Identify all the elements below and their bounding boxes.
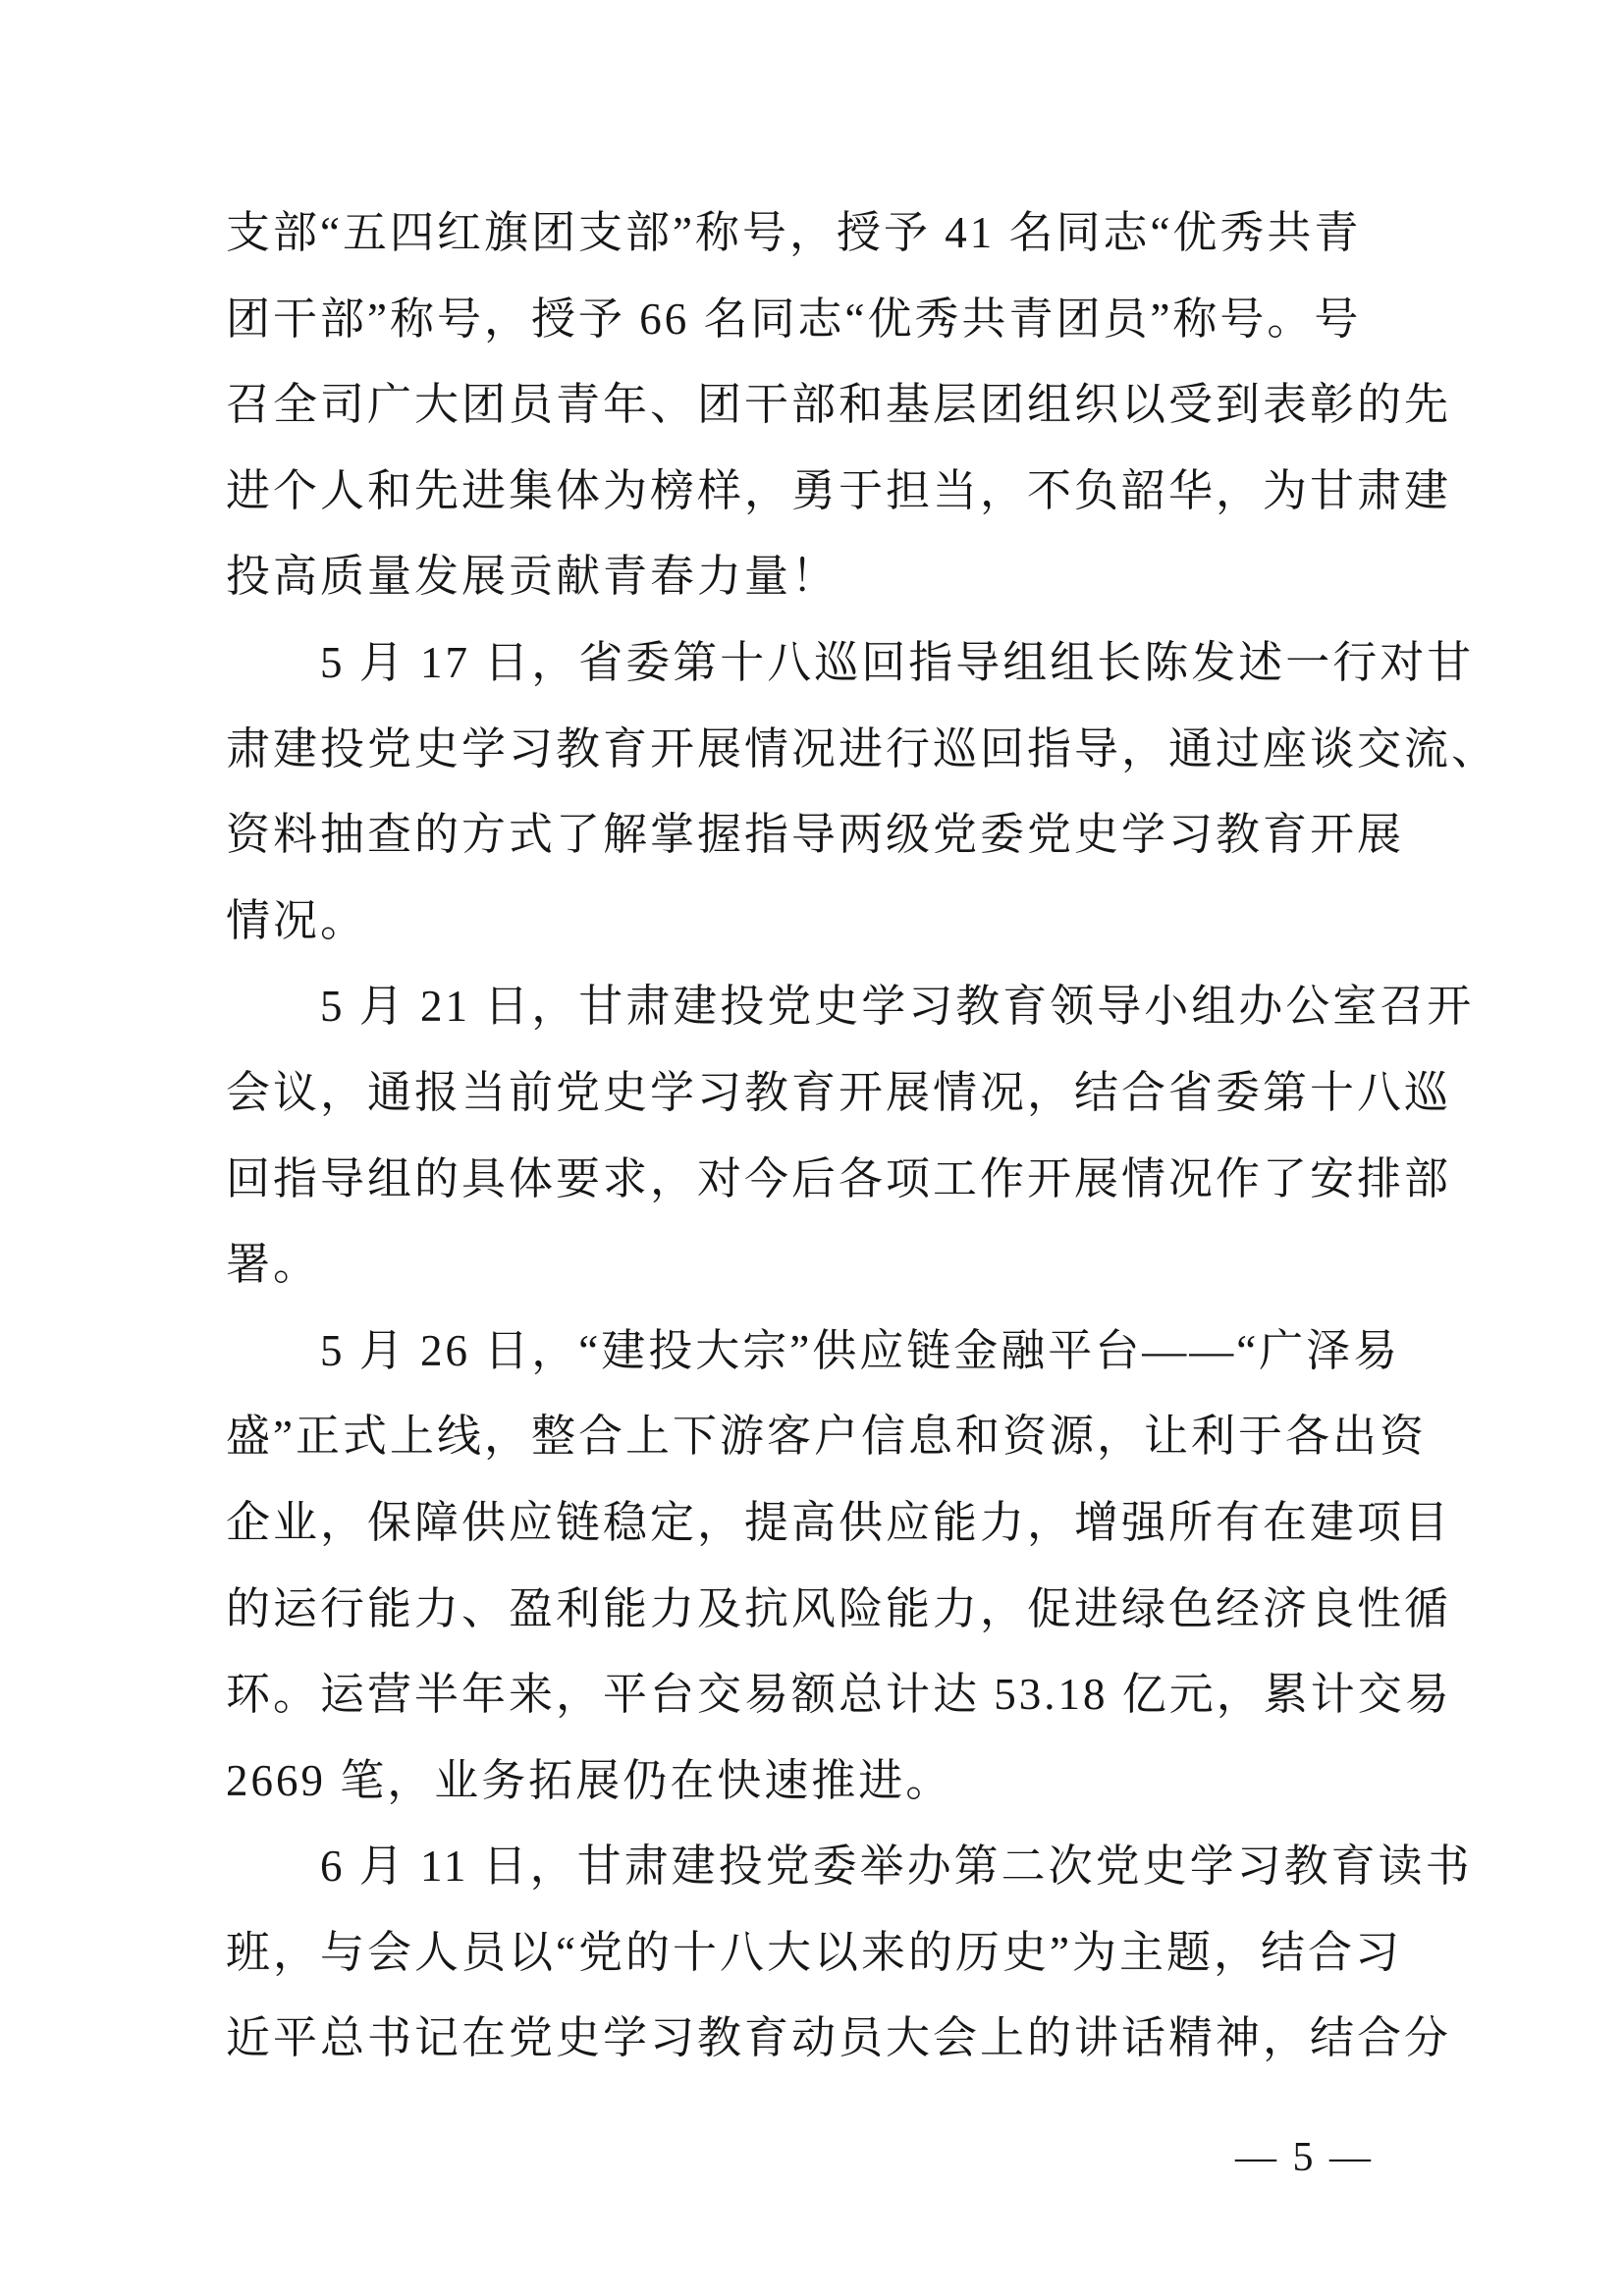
text-line: 盛”正式上线，整合上下游客户信息和资源，让利于各出资 [226, 1412, 1427, 1462]
text-line: 资料抽查的方式了解掌握指导两级党委党史学习教育开展 [226, 810, 1405, 860]
text-line: 回指导组的具体要求，对今后各项工作开展情况作了安排部 [226, 1153, 1452, 1203]
text-line: 6 月 11 日，甘肃建投党委举办第二次党史学习教育读书 [226, 1842, 1473, 1892]
text-line: 5 月 17 日，省委第十八巡回指导组组长陈发述一行对甘 [226, 637, 1475, 687]
text-line: 进个人和先进集体为榜样，勇于担当，不负韶华，为甘肃建 [226, 465, 1452, 515]
document-body [226, 190, 1499, 2082]
text-line: 会议，通报当前党史学习教育开展情况，结合省委第十八巡 [226, 1067, 1452, 1117]
text-line: 近平总书记在党史学习教育动员大会上的讲话精神，结合分 [226, 2013, 1452, 2063]
text-line: 5 月 21 日，甘肃建投党史学习教育领导小组办公室召开 [226, 982, 1475, 1032]
text-line: 企业，保障供应链稳定，提高供应能力，增强所有在建项目 [226, 1497, 1452, 1547]
text-line: 的运行能力、盈利能力及抗风险能力，促进绿色经济良性循 [226, 1583, 1452, 1633]
text-line: 团干部”称号，授予 66 名同志“优秀共青团员”称号。号 [226, 294, 1362, 344]
text-line: 班，与会人员以“党的十八大以来的历史”为主题，结合习 [226, 1927, 1402, 1977]
text-line: 投高质量发展贡献青春力量！ [226, 552, 839, 602]
text-line: 支部“五四红旗团支部”称号，授予 41 名同志“优秀共青 [226, 208, 1362, 257]
text-line: 情况。 [226, 895, 368, 945]
text-line: 环。运营半年来，平台交易额总计达 53.18 亿元，累计交易 [226, 1670, 1452, 1720]
text-line: 5 月 26 日，“建投大宗”供应链金融平台——“广泽易 [226, 1325, 1401, 1375]
text-line: 肃建投党史学习教育开展情况进行巡回指导，通过座谈交流、 [226, 723, 1499, 774]
page-number: — 5 — [1235, 2135, 1374, 2180]
text-line: 召全司广大团员青年、团干部和基层团组织以受到表彰的先 [226, 380, 1452, 430]
text-line: 2669 笔，业务拓展仍在快速推进。 [226, 1755, 953, 1805]
text-line: 署。 [226, 1240, 321, 1290]
